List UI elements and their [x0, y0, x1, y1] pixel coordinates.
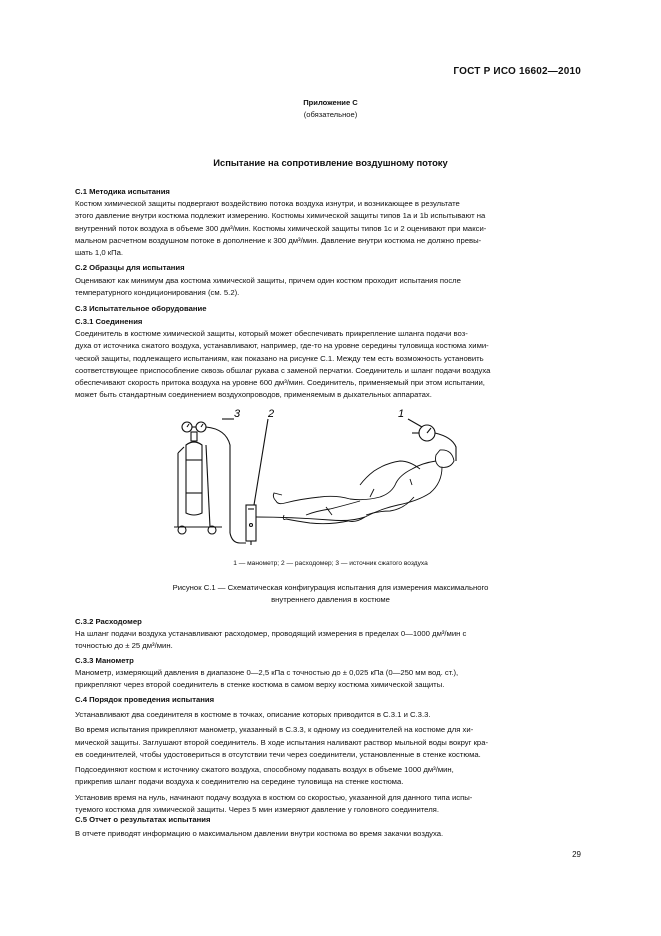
supply-hose: [230, 533, 246, 543]
flowmeter-icon: [246, 505, 256, 545]
figure-legend: 1 — манометр; 2 — расходомер; 3 — источник сжатого воздуха: [233, 560, 428, 567]
section-c5-heading: С.5 Отчет о результатах испытания: [75, 815, 211, 824]
section-c32-heading: С.3.2 Расходомер: [75, 617, 142, 626]
section-c2-heading: С.2 Образцы для испытания: [75, 263, 185, 272]
flowmeter-hose: [256, 517, 365, 521]
annex-title: Испытание на сопротивление воздушному потоку: [213, 157, 448, 168]
section-c1-text: Костюм химической защиты подвергают воздействию потока воздуха изнутри, и возникающее в результате этого давление внутри костюма подлежит измерению. Костюмы химической защиты типов 1а и 1b испытывают на внутренний поток воздуха в объеме 300 дм³/мин. Костюмы химической защиты типов 1с и 2 оценивают при макси- мальном расчетном воздушном потоке в дополнение к 300 дм³/мин. Давление внутри костюма не должно превы- шать 1,0 кПа.: [75, 199, 487, 258]
section-c3-heading: С.3 Испытательное оборудование: [75, 304, 207, 313]
label-1-leader: [408, 419, 422, 427]
test-setup-figure: [160, 405, 480, 550]
section-c31-text: Соединитель в костюме химической защиты, который может обеспечивать прикрепление шланга подачи воз- духа от источника сжатого воздуха, устанавливают, например, где-то на уровне середины туловища костюма хими- ческой защиты, подлежащего испытаниям, как показано на рисунке С.1. Между тем есть возможность установить соответствующее приспособление сквозь обшлаг рукава с заменой перчатки. Соединитель и шланг подачи воздуха обеспечивают скорость притока воздуха на уровне 600 дм³/мин. Соединитель, применяемый при этом испытании, может быть стандартным соединением воздухопроводов, применяемым в дыхательных аппаратах.: [75, 329, 491, 400]
pressure-gauge-icon: [412, 425, 456, 461]
section-c1-heading: С.1 Методика испытания: [75, 187, 170, 196]
section-c33-text: Манометр, измеряющий давления в диапазоне 0—2,5 кПа с точностью до ± 0,025 кПа (0—250 мм вод. ст.), прикрепляют через второй соединитель в стенке костюма в самом верху костюма химической защиты.: [75, 668, 459, 690]
suit-figure-icon: [273, 450, 454, 524]
page-number: 29: [572, 850, 581, 859]
figure-label-3: 3: [234, 408, 241, 420]
standard-number: ГОСТ Р ИСО 16602—2010: [453, 66, 581, 77]
section-c4-text: Устанавливают два соединителя в костюме в точках, описание которых приводится в С.3.1 и С.3.3. Во время испытания прикрепляют манометр, указанный в С.3.3, к одному из соединителей на костюме для хи- мической защиты. Заглушают второй соединитель. В ходе испытания наливают раствор мыльной воды вокруг кра- ев соединителей, чтобы удостовериться в отсутствии течи через соединители, установленные в стенке костюма. Подсоединяют костюм к источнику сжатого воздуха, способному подавать воздух в объеме 1000 дм³/мин, прикрепив шланг подачи воздуха к соединителю на середине туловища на стенке костюма. Установив время на нуль, начинают подачу воздуха в костюм со скоростью, указанной для данного типа испы- туемого костюма для химической защиты. Через 5 мин измеряют давление у головного соединителя.: [75, 710, 489, 815]
section-c31-heading: С.3.1 Соединения: [75, 317, 143, 326]
annex-name: Приложение С: [303, 98, 358, 107]
figure-label-2: 2: [268, 408, 275, 420]
figure-caption-line-2: внутреннего давления в костюме: [271, 595, 390, 604]
section-c2-text: Оценивают как минимум два костюма химической защиты, причем один костюм проходит испытания после температурного кондиционирования (см. 5.2).: [75, 276, 461, 298]
section-c5-text: В отчете приводят информацию о максимальном давлении внутри костюма во время закачки воздуха.: [75, 829, 444, 838]
figure-caption-line-1: Рисунок С.1 — Схематическая конфигурация испытания для измерения максимального: [172, 583, 489, 592]
label-2-leader: [254, 419, 268, 505]
section-c4-heading: С.4 Порядок проведения испытания: [75, 695, 215, 704]
air-cylinder-icon: [174, 422, 230, 534]
section-c33-heading: С.3.3 Манометр: [75, 656, 134, 665]
annex-status: (обязательное): [303, 110, 358, 119]
section-c32-text: На шланг подачи воздуха устанавливают расходомер, проводящий измерения в пределах 0—1000 дм³/мин с точностью до ± 25 дм³/мин.: [75, 629, 467, 651]
figure-label-1: 1: [398, 408, 405, 420]
